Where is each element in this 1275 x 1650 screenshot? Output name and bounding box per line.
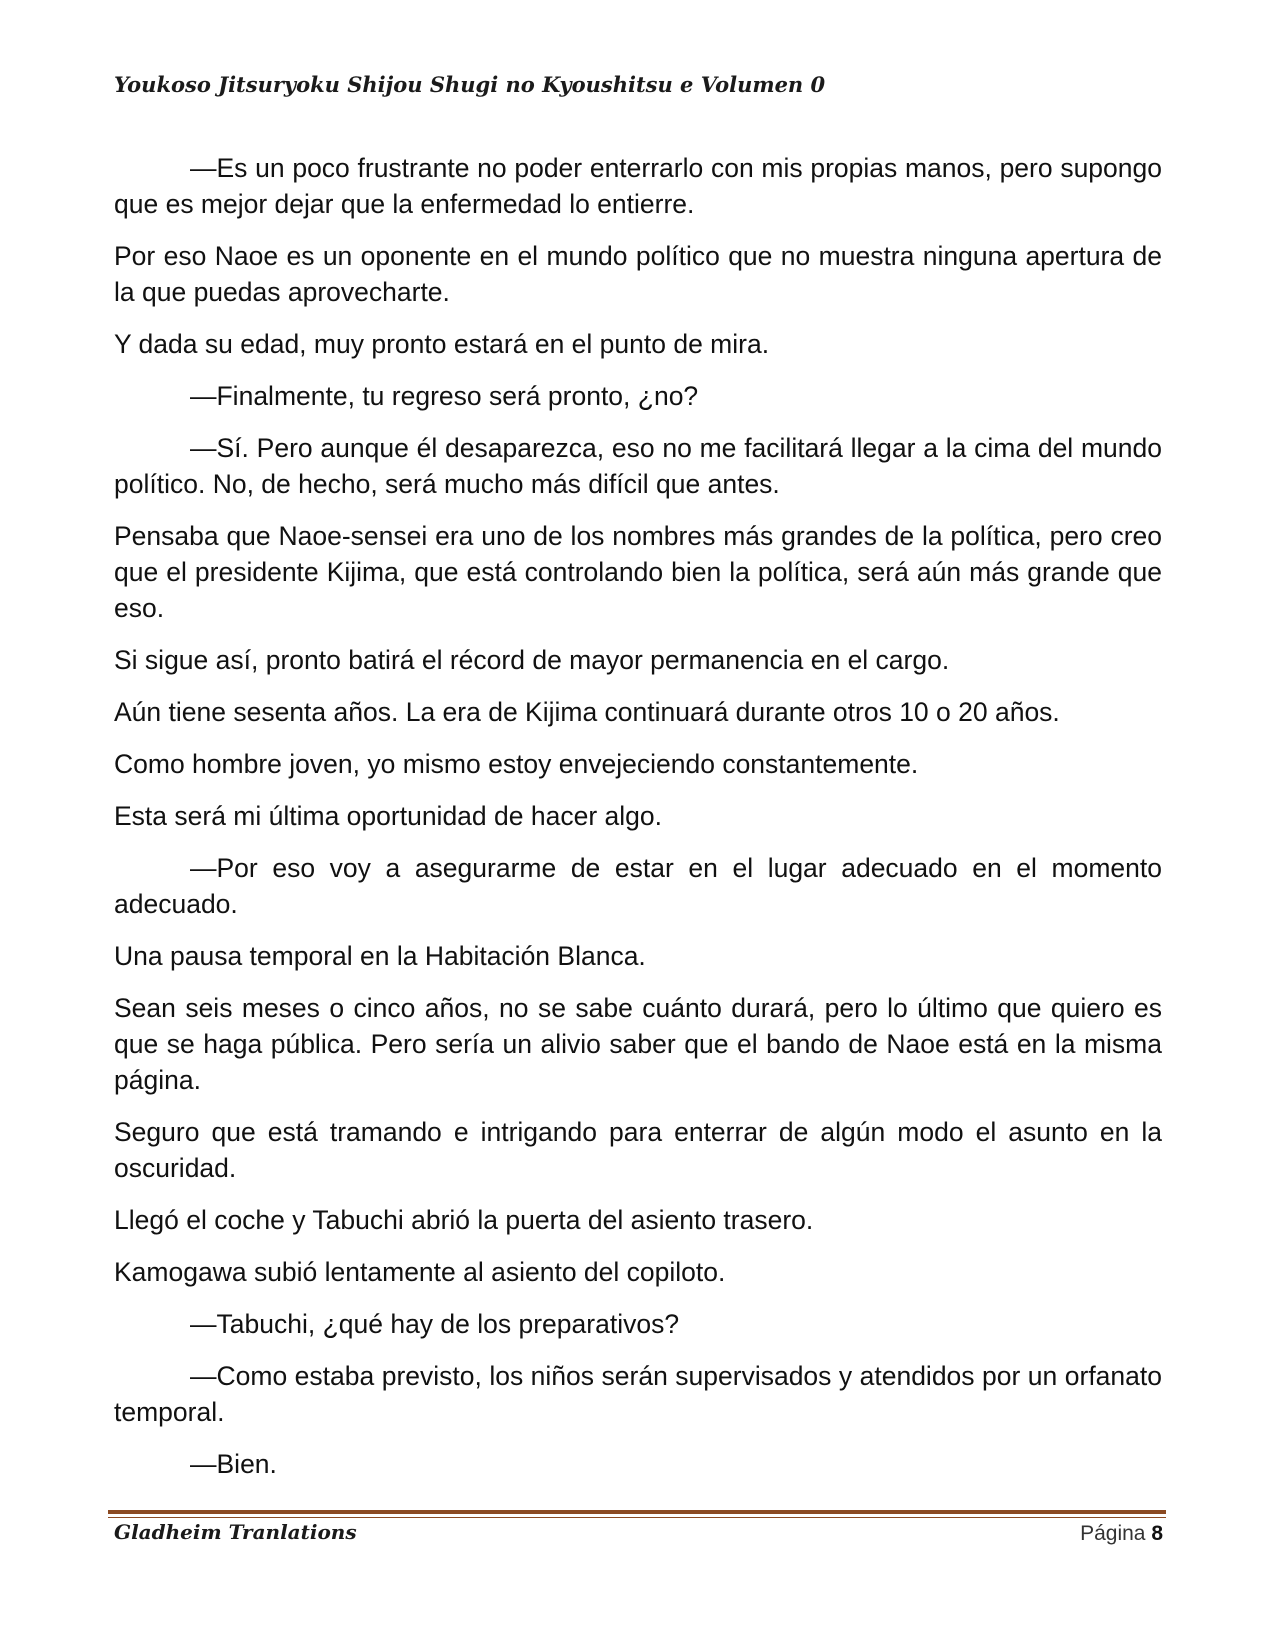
dialog-paragraph: —Tabuchi, ¿qué hay de los preparativos?: [190, 1309, 680, 1339]
dialog-paragraph: —Sí. Pero aunque él desaparezca, eso no me facilitará llegar a la cima del mundo político. No, de hecho, será mucho más difícil que antes.: [114, 433, 1162, 499]
dialog-paragraph: —Por eso voy a asegurarme de estar en el lugar adecuado en el momento adecuado.: [114, 853, 1162, 919]
narration-paragraph: Kamogawa subió lentamente al asiento del copiloto.: [114, 1257, 726, 1287]
dialog-paragraph: —Bien.: [190, 1449, 277, 1479]
narration-paragraph: Por eso Naoe es un oponente en el mundo político que no muestra ninguna apertura de la que puedas aprovecharte.: [114, 241, 1162, 307]
narration-paragraph: Si sigue así, pronto batirá el récord de mayor permanencia en el cargo.: [114, 645, 950, 675]
footer-rule: [108, 1510, 1166, 1518]
page-body: [114, 150, 1162, 1498]
narration-paragraph: Sean seis meses o cinco años, no se sabe cuánto durará, pero lo último que quiero es que se haga pública. Pero sería un alivio saber que el bando de Naoe está en la misma página.: [114, 993, 1162, 1095]
footer-rule-thin: [108, 1517, 1166, 1518]
narration-paragraph: Llegó el coche y Tabuchi abrió la puerta del asiento trasero.: [114, 1205, 814, 1235]
narration-paragraph: Esta será mi última oportunidad de hacer algo.: [114, 801, 662, 831]
page-number-value: 8: [1151, 1522, 1163, 1545]
dialog-paragraph: —Es un poco frustrante no poder enterrarlo con mis propias manos, pero supongo que es mejor dejar que la enfermedad lo entierre.: [114, 153, 1162, 219]
dialog-paragraph: —Finalmente, tu regreso será pronto, ¿no?: [190, 381, 699, 411]
running-header: Youkoso Jitsuryoku Shijou Shugi no Kyoushitsu e Volumen 0: [114, 72, 826, 97]
page-number: [1080, 1522, 1163, 1546]
footer-rule-thick: [108, 1510, 1166, 1514]
footer-credit: Gladheim Tranlations: [114, 1520, 357, 1544]
narration-paragraph: Y dada su edad, muy pronto estará en el punto de mira.: [114, 329, 770, 359]
narration-paragraph: Aún tiene sesenta años. La era de Kijima continuará durante otros 10 o 20 años.: [114, 697, 1060, 727]
narration-paragraph: Una pausa temporal en la Habitación Blanca.: [114, 941, 646, 971]
page-label: Página: [1080, 1522, 1146, 1545]
narration-paragraph: Pensaba que Naoe-sensei era uno de los nombres más grandes de la política, pero creo que el presidente Kijima, que está controlando bien la política, será aún más grande que eso.: [114, 521, 1162, 623]
narration-paragraph: Como hombre joven, yo mismo estoy envejeciendo constantemente.: [114, 749, 919, 779]
narration-paragraph: Seguro que está tramando e intrigando para enterrar de algún modo el asunto en la oscuridad.: [114, 1117, 1162, 1183]
dialog-paragraph: —Como estaba previsto, los niños serán supervisados y atendidos por un orfanato temporal.: [114, 1361, 1162, 1427]
